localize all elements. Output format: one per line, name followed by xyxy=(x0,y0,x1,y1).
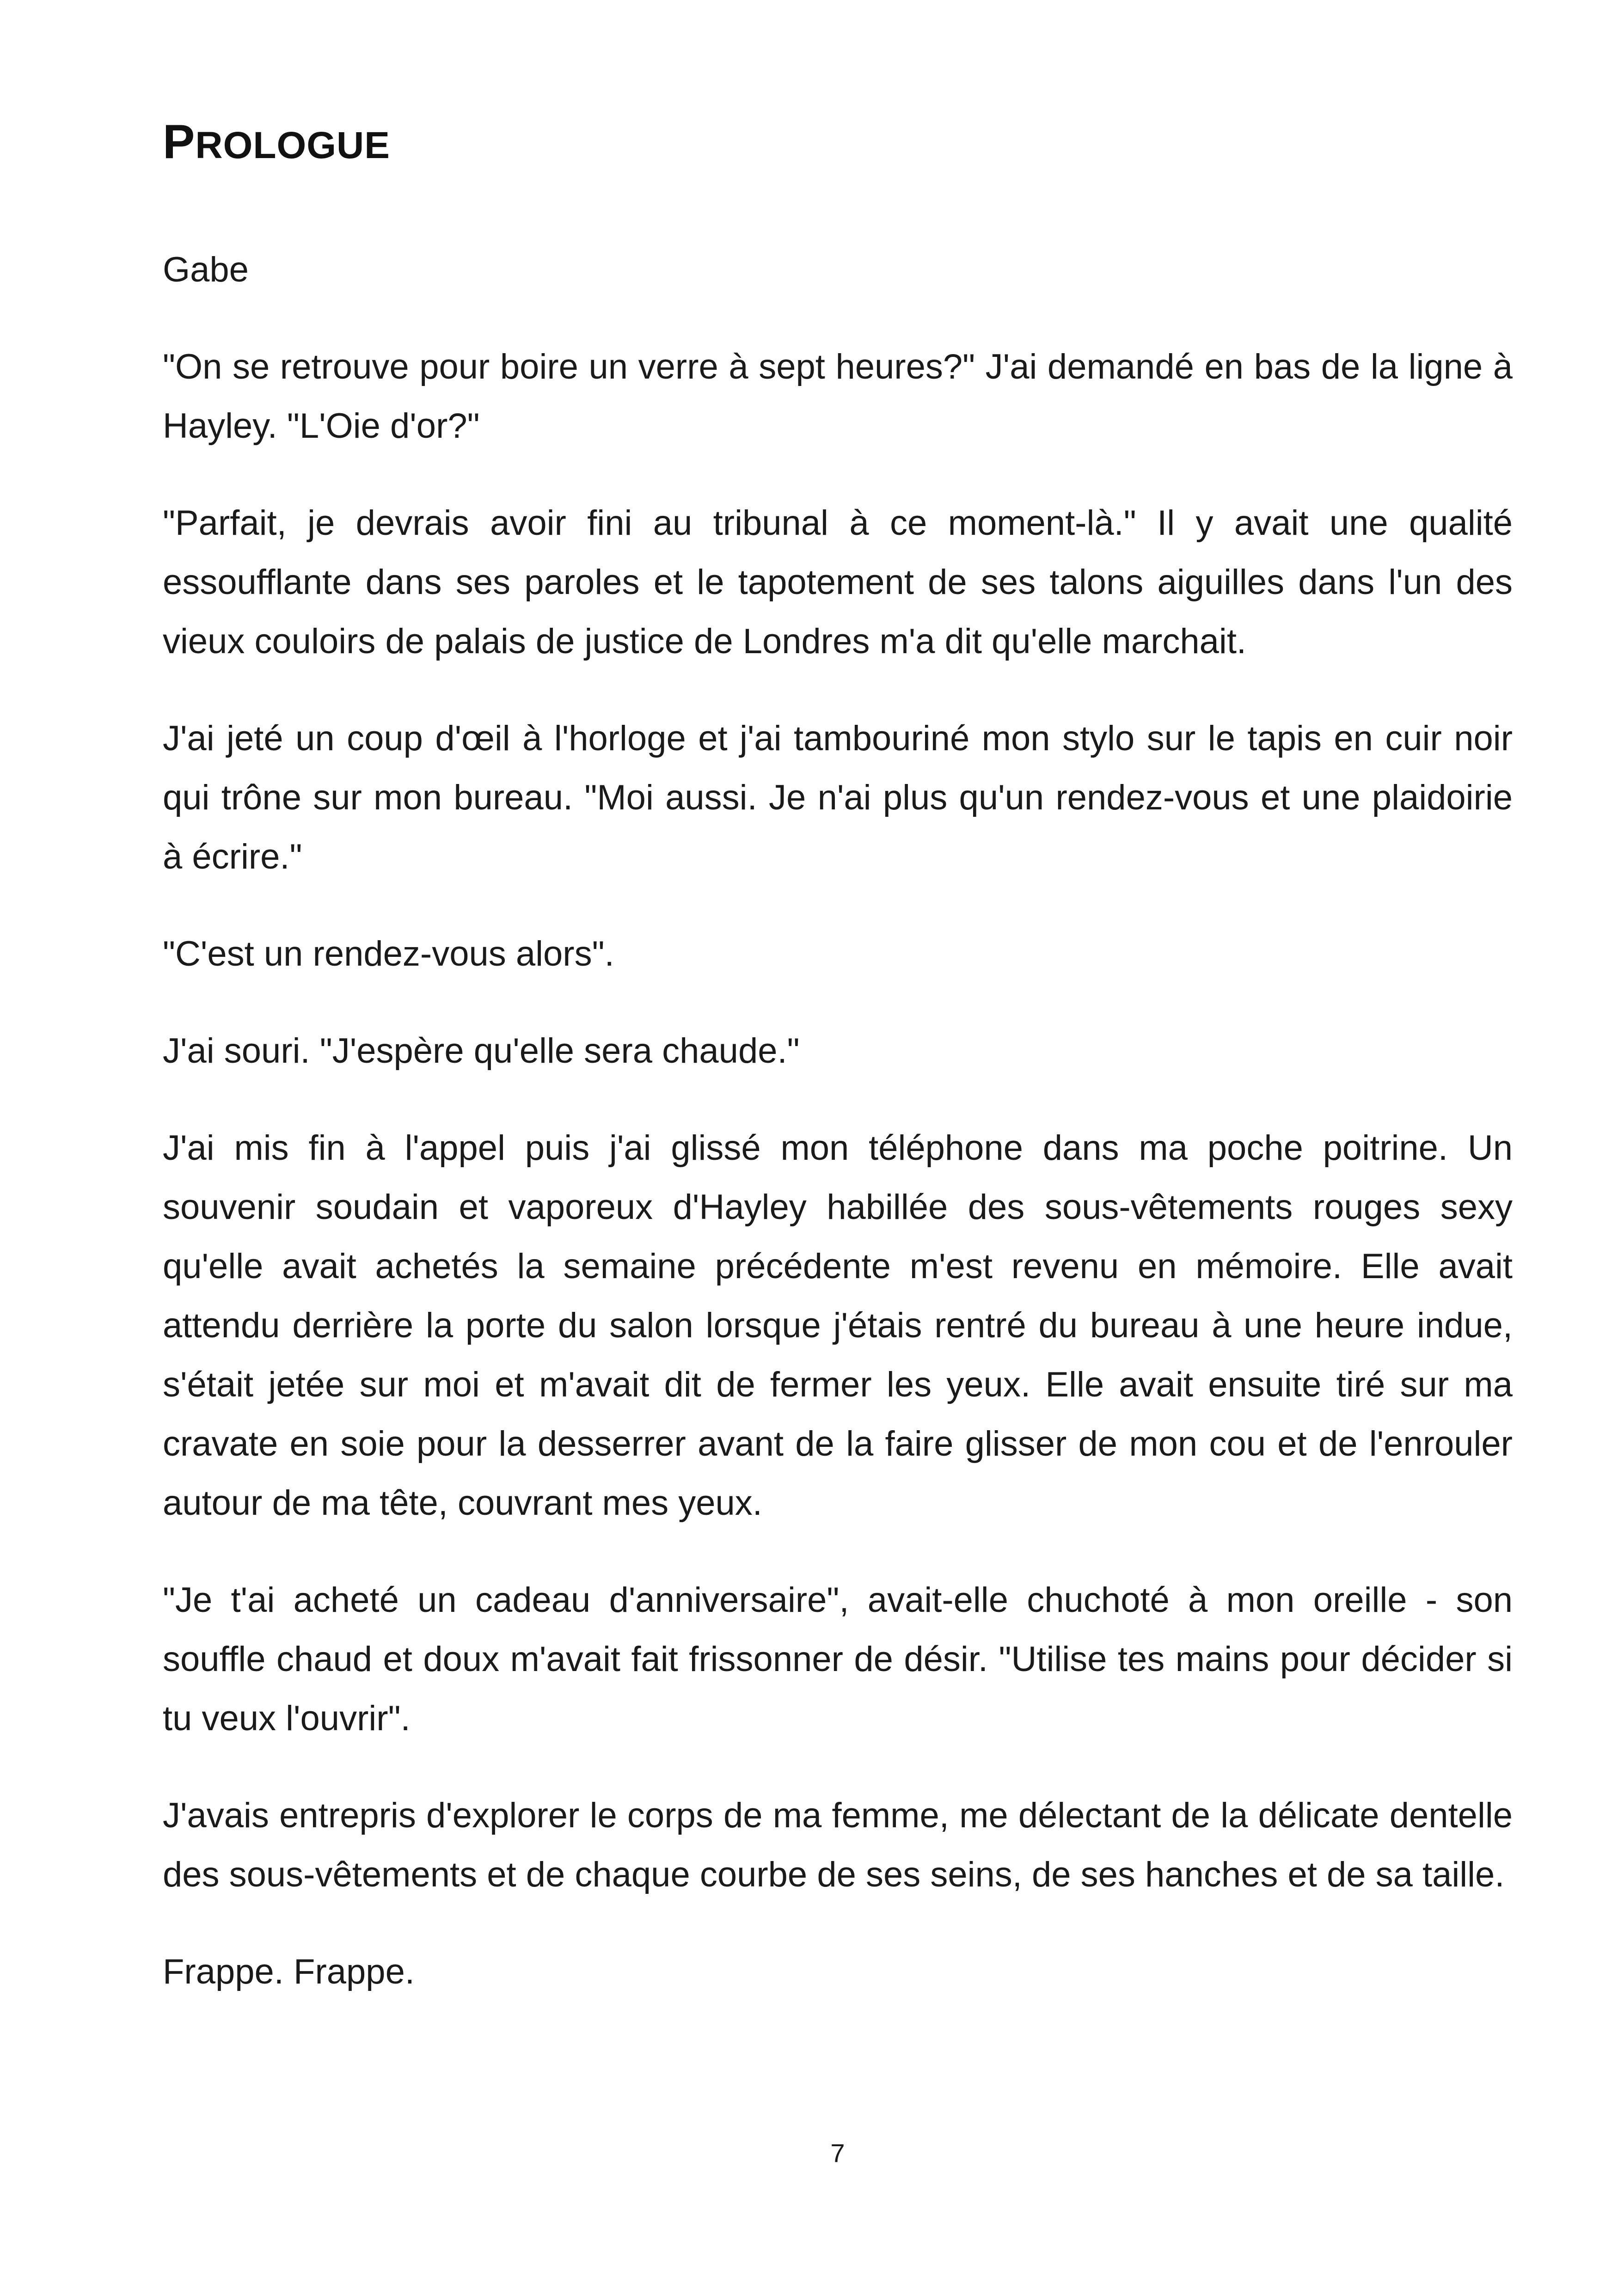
paragraph: "On se retrouve pour boire un verre à sept heures?" J'ai demandé en bas de la ligne à Hayley. "L'Oie d'or?" xyxy=(163,347,1513,446)
paragraph: "Parfait, je devrais avoir fini au tribunal à ce moment-là." Il y avait une qualité essoufflante dans ses paroles et le tapotement de ses talons aiguilles dans l'un des vieux couloirs de palais de justice de Londres m'a dit qu'elle marchait. xyxy=(163,503,1513,661)
chapter-title-initial: P xyxy=(163,115,196,169)
paragraph: J'ai jeté un coup d'œil à l'horloge et j'ai tambouriné mon stylo sur le tapis en cuir noir qui trône sur mon bureau. "Moi aussi. Je n'ai plus qu'un rendez-vous et une plaidoirie à écrire." xyxy=(163,719,1513,876)
page-number: 7 xyxy=(830,2138,845,2167)
chapter-title-rest: ROLOGUE xyxy=(195,124,390,166)
paragraph: Frappe. Frappe. xyxy=(163,1952,415,1991)
chapter-title xyxy=(163,115,390,169)
paragraph: J'avais entrepris d'explorer le corps de ma femme, me délectant de la délicate dentelle des sous-vêtements et de chaque courbe de ses seins, de ses hanches et de sa taille. xyxy=(163,1796,1513,1894)
paragraph-speaker: Gabe xyxy=(163,250,249,289)
paragraph: "Je t'ai acheté un cadeau d'anniversaire", avait-elle chuchoté à mon oreille - son souffle chaud et doux m'avait fait frissonner de désir. "Utilise tes mains pour décider si tu veux l'ouvrir". xyxy=(163,1580,1513,1738)
paragraph: "C'est un rendez-vous alors". xyxy=(163,934,614,974)
paragraph: J'ai mis fin à l'appel puis j'ai glissé mon téléphone dans ma poche poitrine. Un souvenir soudain et vaporeux d'Hayley habillée des sous-vêtements rouges sexy qu'elle avait achetés la semaine précédente m'est revenu en mémoire. Elle avait attendu derrière la porte du salon lorsque j'étais rentré du bureau à une heure indue, s'était jetée sur moi et m'avait dit de fermer les yeux. Elle avait ensuite tiré sur ma cravate en soie pour la desserrer avant de la faire glisser de mon cou et de l'enrouler autour de ma tête, couvrant mes yeux. xyxy=(163,1128,1513,1523)
body-text xyxy=(163,240,1513,2039)
document-page xyxy=(163,0,1513,2296)
paragraph: J'ai souri. "J'espère qu'elle sera chaude." xyxy=(163,1031,800,1071)
